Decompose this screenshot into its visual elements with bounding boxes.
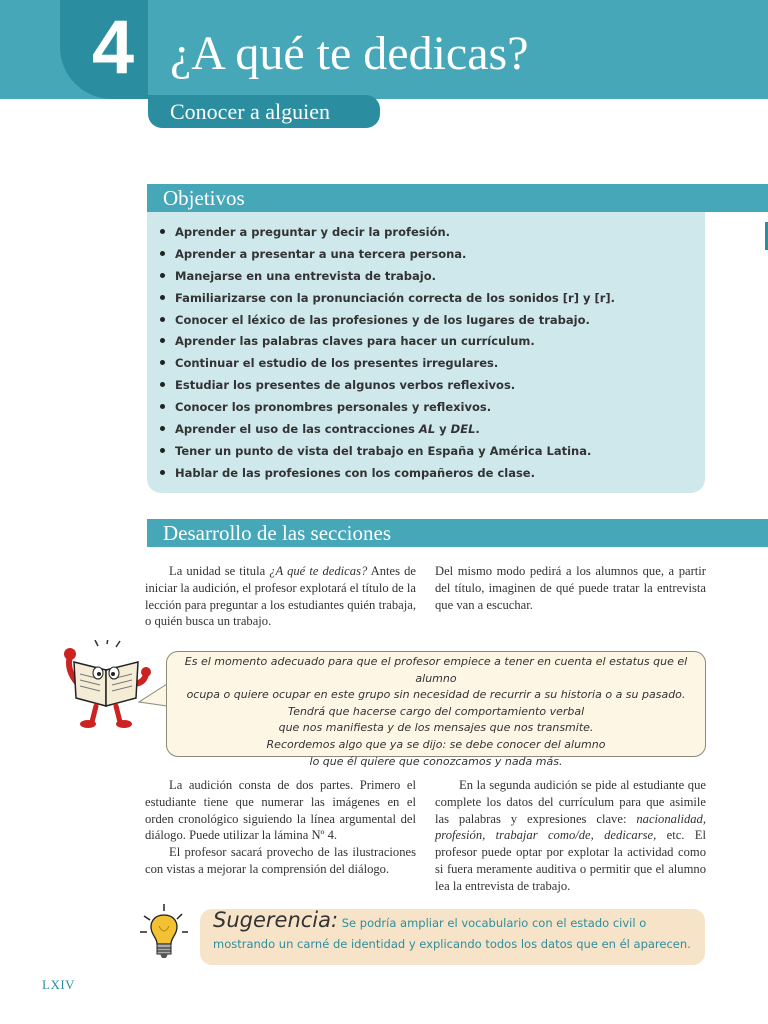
list-item: Aprender el uso de las contracciones AL y DEL. bbox=[160, 419, 615, 441]
paragraph-left-2: La audición consta de dos partes. Primero el estudiante tiene que numerar las imágenes en el orden cronológico siguiendo la línea argumental del diálogo. Puede utilizar la lámina Nº 4. El profesor sacará provecho de las ilustraciones con vistas a mejorar la comprensión del diálogo. bbox=[145, 778, 416, 876]
list-item: Manejarse en una entrevista de trabajo. bbox=[160, 266, 615, 288]
development-heading: Desarrollo de las secciones bbox=[163, 521, 391, 545]
objectives-list bbox=[160, 222, 615, 485]
list-item: Continuar el estudio de los presentes irregulares. bbox=[160, 353, 615, 375]
objectives-heading: Objetivos bbox=[163, 186, 245, 210]
chapter-title: ¿A qué te dedicas? bbox=[170, 27, 529, 80]
bullet-icon bbox=[160, 273, 165, 278]
bullet-icon bbox=[160, 229, 165, 234]
list-item: Conocer el léxico de las profesiones y de los lugares de trabajo. bbox=[160, 310, 615, 332]
bullet-icon bbox=[160, 317, 165, 322]
suggestion-text: Sugerencia: Se podría ampliar el vocabulario con el estado civil o mostrando un carné de identidad y explicando todos los datos que en él aparecen. bbox=[213, 908, 691, 951]
list-item: Hablar de las profesiones con los compañeros de clase. bbox=[160, 463, 615, 485]
list-item: Aprender a presentar a una tercera persona. bbox=[160, 244, 615, 266]
bullet-icon bbox=[160, 360, 165, 365]
bullet-icon bbox=[160, 404, 165, 409]
paragraph-left-1: La unidad se titula ¿A qué te dedicas? Antes de iniciar la audición, el profesor explotará el título de la lección para preguntar a los estudiantes quién trabaja, o quién busca un trabajo. bbox=[145, 564, 416, 629]
page-number: LXIV bbox=[42, 977, 76, 992]
paragraph-right-1: Del mismo modo pedirá a los alumnos que, a partir del título, imaginen de qué puede tratar la entrevista que van a escuchar. bbox=[435, 564, 706, 612]
lightbulb-icon bbox=[138, 902, 190, 962]
chapter-subtitle: Conocer a alguien bbox=[170, 99, 331, 124]
bullet-icon bbox=[160, 382, 165, 387]
bullet-icon bbox=[160, 338, 165, 343]
list-item: Aprender a preguntar y decir la profesión. bbox=[160, 222, 615, 244]
bullet-icon bbox=[160, 426, 165, 431]
list-item: Estudiar los presentes de algunos verbos reflexivos. bbox=[160, 375, 615, 397]
list-item: Tener un punto de vista del trabajo en España y América Latina. bbox=[160, 441, 615, 463]
bullet-icon bbox=[160, 448, 165, 453]
list-item: Familiarizarse con la pronunciación correcta de los sonidos [r] y [r]. bbox=[160, 288, 615, 310]
suggestion-label: Sugerencia: bbox=[213, 908, 339, 932]
bullet-icon bbox=[160, 251, 165, 256]
speech-bubble-text: Es el momento adecuado para que el profesor empiece a tener en cuenta el estatus que el alumno ocupa o quiere ocupar en este grupo sin necesidad de recurrir a su historia o a su pasado. Tendrá que hacerse cargo del comportamiento verbal que nos manifiesta y de los mensajes que nos transmite. Recordemos algo que ya se dijo: se debe conocer del alumno lo que él quiere que conozcamos y nada más. bbox=[184, 655, 688, 768]
list-item: Aprender las palabras claves para hacer un currículum. bbox=[160, 331, 615, 353]
bullet-icon bbox=[160, 470, 165, 475]
chapter-number: 4 bbox=[91, 5, 135, 90]
bullet-icon bbox=[160, 295, 165, 300]
list-item: Conocer los pronombres personales y reflexivos. bbox=[160, 397, 615, 419]
paragraph-right-2: En la segunda audición se pide al estudiante que complete los datos del currículum para que asimile las palabras y expresiones clave: nacionalidad, profesión, trabajar como/de, dedicarse, etc. El profesor puede optar por explotar la actividad como si fuera meramente auditiva o permitir que el alumno lea la entrevista de trabajo. bbox=[435, 778, 706, 893]
